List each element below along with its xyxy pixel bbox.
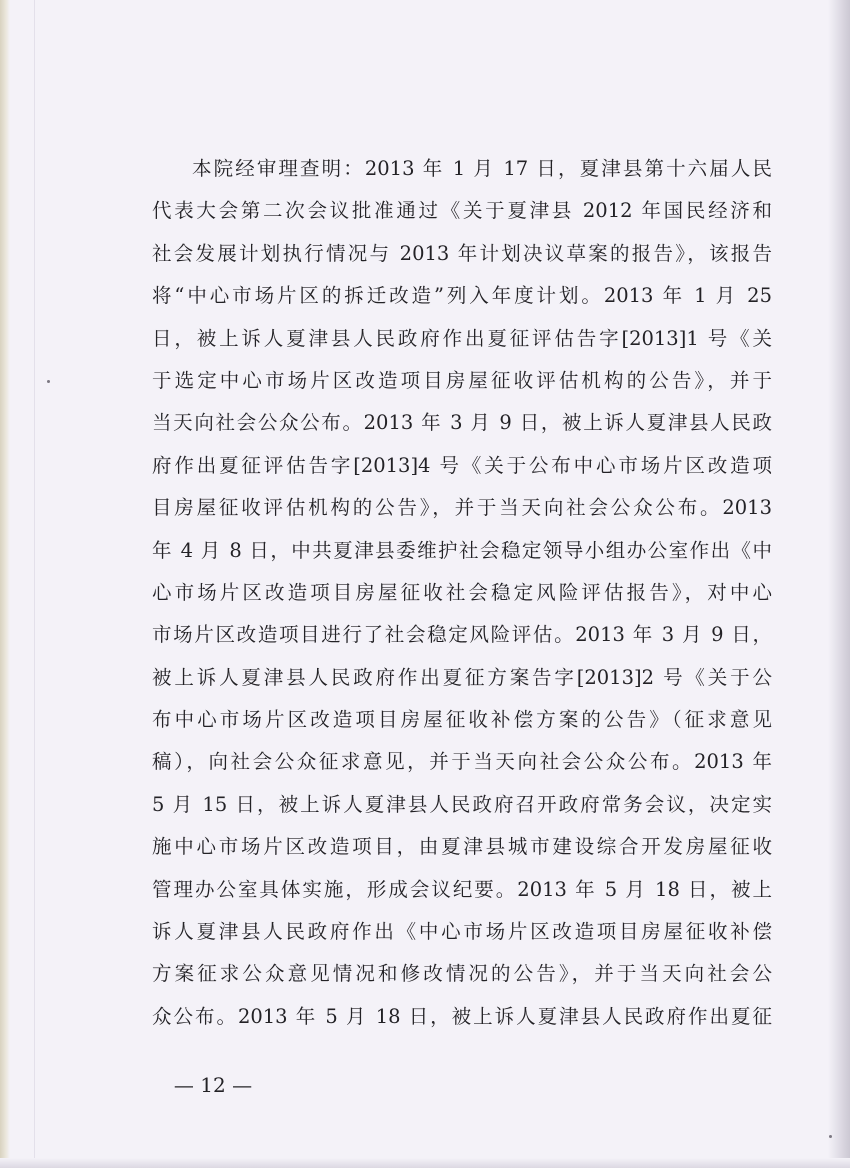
paragraph-line: 诉人夏津县人民政府作出《中心市场片区改造项目房屋征收补偿: [152, 920, 772, 944]
paragraph-line: 社会发展计划执行情况与 2013 年计划决议草案的报告》，该报告: [152, 241, 772, 265]
paragraph-line: 市场片区改造项目进行了社会稳定风险评估。2013 年 3 月 9 日，: [152, 623, 772, 647]
paragraph-line: 众公布。2013 年 5 月 18 日，被上诉人夏津县人民政府作出夏征: [152, 1004, 772, 1028]
scan-edge-left: [0, 0, 10, 1168]
paragraph-line: 心市场片区改造项目房屋征收社会稳定风险评估报告》，对中心: [152, 580, 772, 604]
scan-edge-bottom: [0, 1158, 850, 1168]
paragraph-line: 被上诉人夏津县人民政府作出夏征方案告字[2013]2 号《关于公: [152, 665, 772, 689]
page-number: — 12 —: [173, 1073, 253, 1097]
paragraph-line: 5 月 15 日，被上诉人夏津县人民政府召开政府常务会议，决定实: [152, 792, 772, 816]
paragraph-line: 日，被上诉人夏津县人民政府作出夏征评估告字[2013]1 号《关: [152, 326, 772, 350]
paragraph-line: 目房屋征收评估机构的公告》，并于当天向社会公众公布。2013: [152, 496, 772, 520]
scan-page-crease: [34, 0, 35, 1168]
paragraph-line: 布中心市场片区改造项目房屋征收补偿方案的公告》（征求意见: [152, 708, 772, 732]
paragraph-line: 稿），向社会公众征求意见，并于当天向社会公众公布。2013 年: [152, 750, 772, 774]
body-paragraph: [152, 148, 772, 1038]
paragraph-line: 将“中心市场片区的拆迁改造”列入年度计划。2013 年 1 月 25: [152, 284, 772, 308]
paragraph-line: 当天向社会公众公布。2013 年 3 月 9 日，被上诉人夏津县人民政: [152, 411, 772, 435]
scan-speck: [829, 1135, 832, 1138]
paragraph-line: 于选定中心市场片区改造项目房屋征收评估机构的公告》，并于: [152, 368, 772, 392]
paragraph-line: 府作出夏征评估告字[2013]4 号《关于公布中心市场片区改造项: [152, 453, 772, 477]
paragraph-line: 施中心市场片区改造项目，由夏津县城市建设综合开发房屋征收: [152, 835, 772, 859]
scan-edge-right: [828, 0, 850, 1168]
scan-speck: [47, 380, 50, 383]
paragraph-line: 本院经审理查明：2013 年 1 月 17 日，夏津县第十六届人民: [192, 157, 772, 180]
paragraph-line: 代表大会第二次会议批准通过《关于夏津县 2012 年国民经济和: [152, 199, 772, 223]
paragraph-line: 管理办公室具体实施，形成会议纪要。2013 年 5 月 18 日，被上: [152, 877, 772, 901]
paragraph-line: 年 4 月 8 日，中共夏津县委维护社会稳定领导小组办公室作出《中: [152, 538, 772, 562]
paragraph-line: 方案征求公众意见情况和修改情况的公告》，并于当天向社会公: [152, 962, 772, 986]
